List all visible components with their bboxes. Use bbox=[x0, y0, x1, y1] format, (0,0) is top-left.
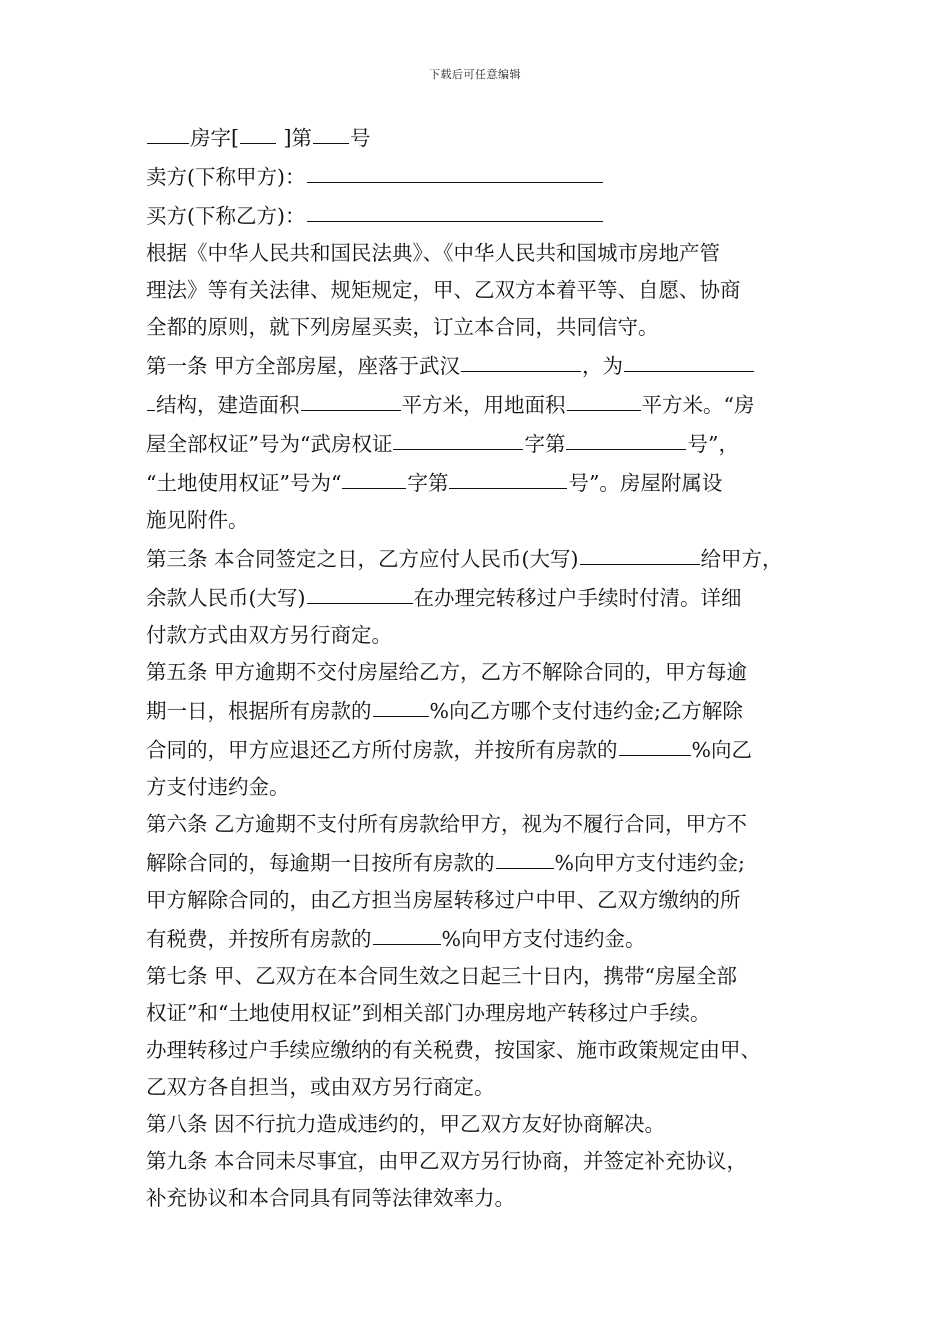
line-text: 买方(下称乙方)： bbox=[146, 204, 306, 228]
blank-fill-line bbox=[619, 729, 691, 756]
contract-line bbox=[146, 806, 826, 843]
blank-fill-line bbox=[373, 690, 429, 717]
line-text: 合同的，甲方应退还乙方所付房款，并按所有房款的 bbox=[146, 738, 618, 762]
contract-line bbox=[146, 424, 826, 463]
contract-line bbox=[146, 578, 826, 617]
line-text: 甲方解除合同的，由乙方担当房屋转移过户中甲、乙双方缴纳的所 bbox=[146, 888, 741, 912]
contract-line bbox=[146, 1143, 826, 1180]
contract-line bbox=[146, 346, 826, 385]
contract-line bbox=[146, 1180, 826, 1217]
contract-line bbox=[146, 1069, 826, 1106]
line-text: 号”， bbox=[687, 432, 739, 456]
blank-fill-line bbox=[147, 117, 189, 144]
blank-fill-line bbox=[307, 156, 603, 183]
line-text: 办理转移过户手续应缴纳的有关税费，按国家、施市政策规定由甲、 bbox=[146, 1038, 761, 1062]
line-text: 解除合同的，每逾期一日按所有房款的 bbox=[146, 851, 495, 875]
contract-body bbox=[146, 118, 826, 1217]
blank-fill-line bbox=[313, 117, 349, 144]
line-text: “土地使用权证”号为“ bbox=[146, 471, 342, 495]
line-text: 号 bbox=[350, 126, 371, 150]
page-header: 下载后可任意编辑 bbox=[429, 68, 521, 81]
line-text: 给甲方， bbox=[700, 547, 783, 571]
line-text: 乙双方各自担当，或由双方另行商定。 bbox=[146, 1075, 495, 1099]
line-text: 施见附件。 bbox=[146, 508, 249, 532]
contract-line bbox=[146, 730, 826, 769]
contract-line bbox=[146, 882, 826, 919]
contract-line bbox=[146, 691, 826, 730]
contract-line bbox=[146, 118, 826, 157]
blank-fill-line bbox=[566, 423, 686, 450]
contract-line bbox=[146, 1106, 826, 1143]
contract-line bbox=[146, 272, 826, 309]
line-text: 号”。房屋附属设 bbox=[568, 471, 723, 495]
blank-fill-line bbox=[373, 918, 441, 945]
line-text: 有税费，并按所有房款的 bbox=[146, 927, 372, 951]
line-text: 期一日，根据所有房款的 bbox=[146, 699, 372, 723]
line-text: 付款方式由双方另行商定。 bbox=[146, 623, 392, 647]
line-text: %向乙 bbox=[691, 738, 752, 762]
line-text: 第九条 本合同未尽事宜，由甲乙双方另行协商，并签定补充协议， bbox=[146, 1149, 748, 1173]
line-text: ]第 bbox=[277, 126, 313, 150]
line-text: 卖方(下称甲方)： bbox=[146, 165, 306, 189]
contract-line bbox=[146, 463, 826, 502]
line-text: 第六条 乙方逾期不支付所有房款给甲方，视为不履行合同，甲方不 bbox=[146, 812, 748, 836]
blank-fill-line bbox=[496, 842, 554, 869]
line-text: 平方米。“房 bbox=[641, 393, 755, 417]
blank-fill-line bbox=[461, 345, 581, 372]
line-text: 全都的原则，就下列房屋买卖，订立本合同，共同信守。 bbox=[146, 315, 659, 339]
line-text: %向乙方哪个支付违约金;乙方解除 bbox=[429, 699, 743, 723]
contract-line bbox=[146, 1032, 826, 1069]
line-text: 字第 bbox=[407, 471, 449, 495]
line-text: 第五条 甲方逾期不交付房屋给乙方，乙方不解除合同的，甲方每逾 bbox=[146, 660, 748, 684]
blank-fill-line bbox=[147, 384, 155, 411]
line-text: 方支付违约金。 bbox=[146, 775, 290, 799]
line-text: 字第 bbox=[524, 432, 566, 456]
blank-fill-line bbox=[567, 384, 641, 411]
contract-line bbox=[146, 843, 826, 882]
contract-line bbox=[146, 196, 826, 235]
line-text: 在办理完转移过户手续时付清。详细 bbox=[413, 586, 742, 610]
contract-line bbox=[146, 502, 826, 539]
contract-line bbox=[146, 995, 826, 1032]
line-text: 权证”和“土地使用权证”到相关部门办理房地产转移过户手续。 bbox=[146, 1001, 711, 1025]
contract-line bbox=[146, 958, 826, 995]
line-text: 第三条 本合同签定之日，乙方应付人民币(大写) bbox=[146, 547, 579, 571]
contract-line bbox=[146, 157, 826, 196]
line-text: 平方米，用地面积 bbox=[401, 393, 566, 417]
line-text: 屋全部权证”号为“武房权证 bbox=[146, 432, 393, 456]
contract-line bbox=[146, 309, 826, 346]
blank-fill-line bbox=[301, 384, 401, 411]
contract-line bbox=[146, 539, 826, 578]
blank-fill-line bbox=[449, 462, 567, 489]
contract-line bbox=[146, 617, 826, 654]
blank-fill-line bbox=[342, 462, 406, 489]
line-text: %向甲方支付违约金。 bbox=[441, 927, 646, 951]
blank-fill-line bbox=[393, 423, 523, 450]
contract-line bbox=[146, 235, 826, 272]
line-text: 房字[ bbox=[190, 126, 239, 150]
line-text: 余款人民币(大写) bbox=[146, 586, 306, 610]
blank-fill-line bbox=[307, 195, 603, 222]
contract-line bbox=[146, 654, 826, 691]
contract-line bbox=[146, 919, 826, 958]
contract-line bbox=[146, 385, 826, 424]
blank-fill-line bbox=[307, 577, 413, 604]
line-text: 根据《中华人民共和国民法典》、《中华人民共和国城市房地产管 bbox=[146, 241, 720, 265]
line-text: ，为 bbox=[582, 354, 624, 378]
line-text: 理法》等有关法律、规矩规定，甲、乙双方本着平等、自愿、协商 bbox=[146, 278, 741, 302]
line-text: 第一条 甲方全部房屋，座落于武汉 bbox=[146, 354, 461, 378]
line-text: 第八条 因不行抗力造成违约的，甲乙双方友好协商解决。 bbox=[146, 1112, 666, 1136]
blank-fill-line bbox=[580, 538, 700, 565]
line-text: 补充协议和本合同具有同等法律效率力。 bbox=[146, 1186, 515, 1210]
blank-fill-line bbox=[624, 345, 754, 372]
contract-line bbox=[146, 769, 826, 806]
line-text: %向甲方支付违约金; bbox=[554, 851, 745, 875]
line-text: 结构，建造面积 bbox=[156, 393, 300, 417]
blank-fill-line bbox=[240, 117, 276, 144]
line-text: 第七条 甲、乙双方在本合同生效之日起三十日内，携带“房屋全部 bbox=[146, 964, 737, 988]
